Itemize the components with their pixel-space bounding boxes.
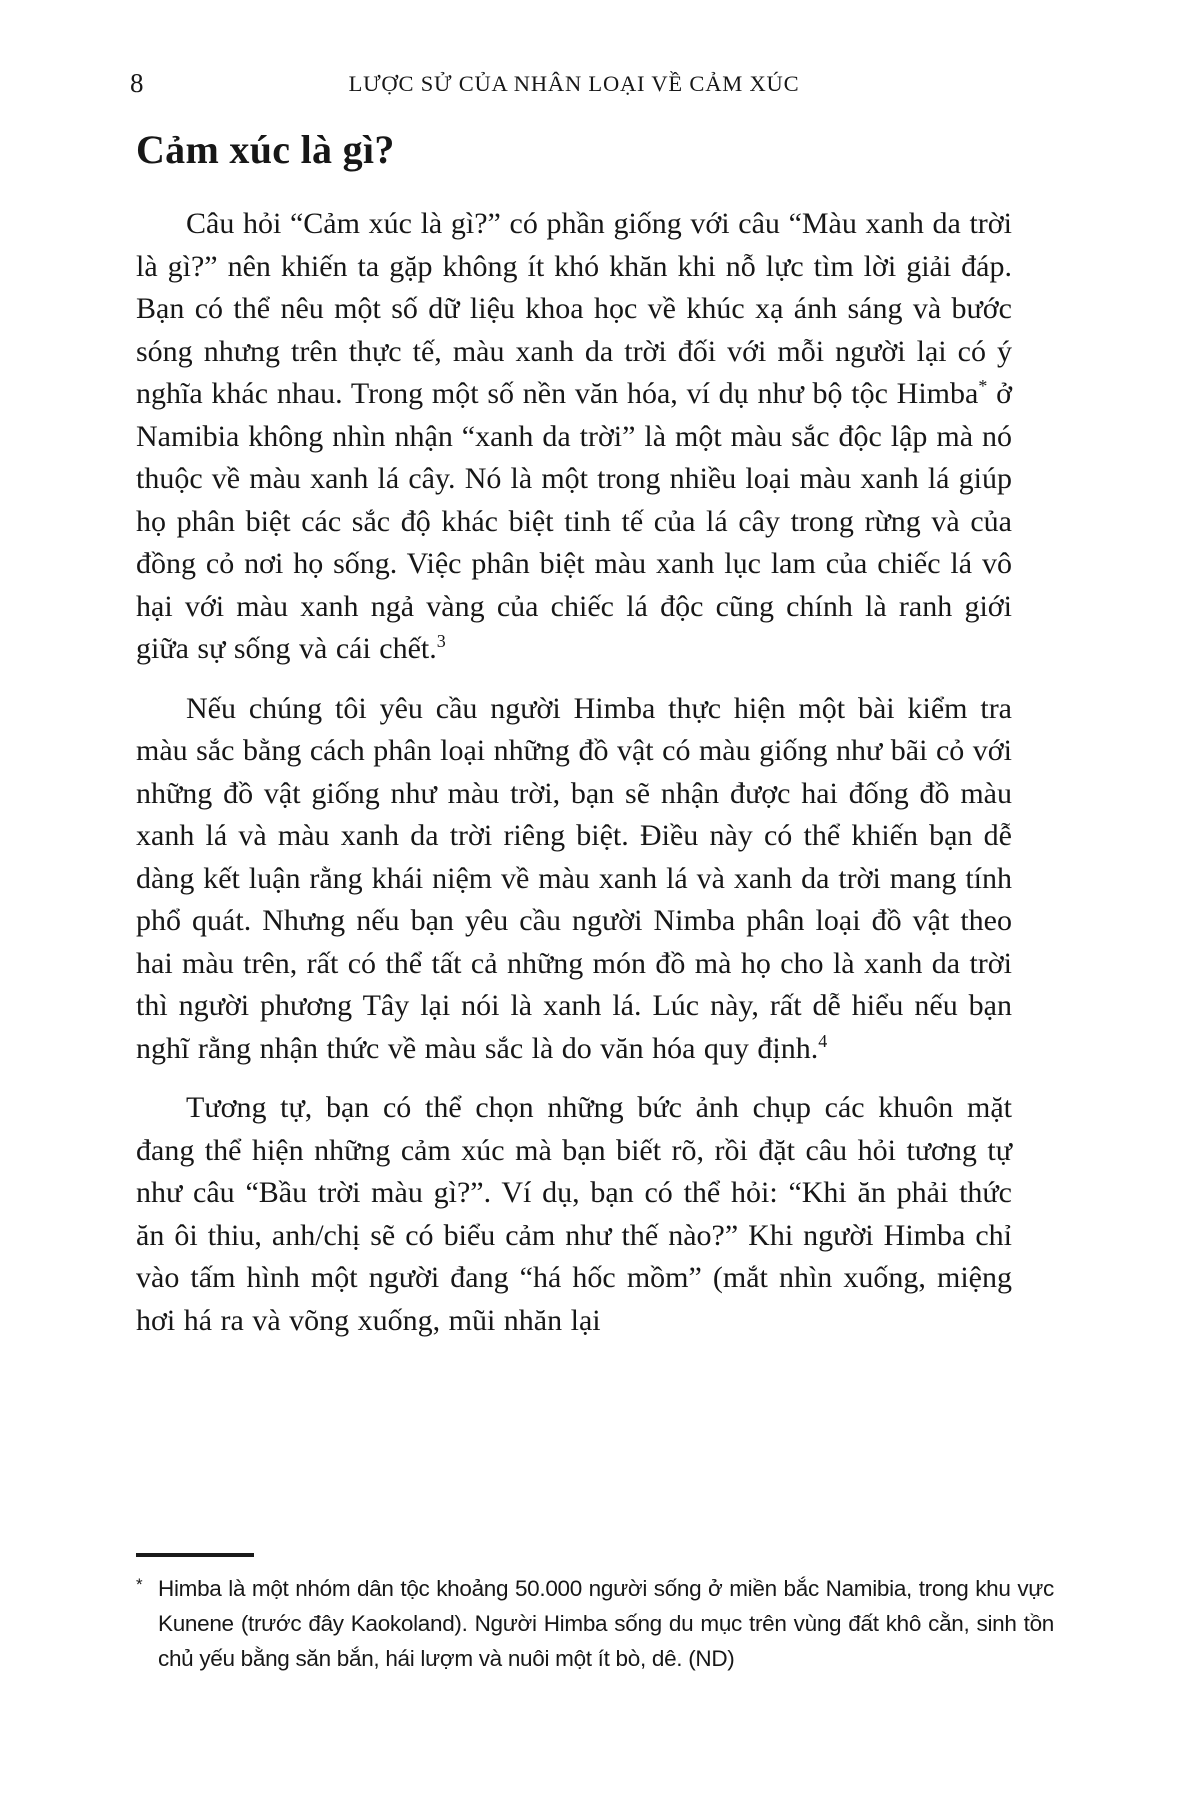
footnote: [136, 1553, 1054, 1676]
text-run: ở Namibia không nhìn nhận “xanh da trời” là một màu sắc độc lập mà nó thuộc về màu xanh lá cây. Nó là một trong nhiều loại màu xanh lá giúp họ phân biệt các sắc độ khác biệt tinh tế của lá cây trong rừng và của đồng cỏ nơi họ sống. Việc phân biệt màu xanh lục lam của chiếc lá vô hại với màu xanh ngả vàng của chiếc lá độc cũng chính là ranh giới giữa sự sống và cái chết.: [136, 377, 1012, 665]
page-number: 8: [130, 68, 144, 98]
text-run: Tương tự, bạn có thể chọn những bức ảnh chụp các khuôn mặt đang thể hiện những cảm xúc mà bạn biết rõ, rồi đặt câu hỏi tương tự như câu “Bầu trời màu gì?”. Ví dụ, bạn có thể hỏi: “Khi ăn phải thức ăn ôi thiu, anh/chị sẽ có biểu cảm như thế nào?” Khi người Himba chỉ vào tấm hình một người đang “há hốc mồm” (mắt nhìn xuống, miệng hơi há ra và võng xuống, mũi nhăn lại: [136, 1091, 1012, 1337]
running-head: LƯỢC SỬ CỦA NHÂN LOẠI VỀ CẢM XÚC: [348, 71, 800, 96]
superscript-reference: 3: [436, 631, 446, 651]
paragraph-3: [136, 1087, 1012, 1342]
paragraph-2: [136, 688, 1012, 1071]
superscript-reference: 4: [818, 1030, 828, 1051]
body-text: [136, 203, 1012, 1342]
footnote-separator: [136, 1553, 254, 1557]
footnote-marker: *: [136, 1575, 143, 1594]
footnote-text: Himba là một nhóm dân tộc khoảng 50.000 người sống ở miền bắc Namibia, trong khu vực Kunene (trước đây Kaokoland). Người Himba sống du mục trên vùng đất khô cằn, sinh tồn chủ yếu bằng săn bắn, hái lượm và nuôi một ít bò, dê. (ND): [158, 1576, 1054, 1671]
text-column: [130, 68, 1012, 1359]
text-run: Câu hỏi “Cảm xúc là gì?” có phần giống với câu “Màu xanh da trời là gì?” nên khiến ta gặp không ít khó khăn khi nỗ lực tìm lời giải đáp. Bạn có thể nêu một số dữ liệu khoa học về khúc xạ ánh sáng và bước sóng nhưng trên thực tế, màu xanh da trời đối với mỗi người lại có ý nghĩa khác nhau. Trong một số nền văn hóa, ví dụ như bộ tộc Himba: [136, 207, 1012, 410]
text-run: Nếu chúng tôi yêu cầu người Himba thực hiện một bài kiểm tra màu sắc bằng cách phân loại những đồ vật có màu giống như bãi cỏ với những đồ vật giống như màu trời, bạn sẽ nhận được hai đống đồ màu xanh lá và màu xanh da trời riêng biệt. Điều này có thể khiến bạn dễ dàng kết luận rằng khái niệm về màu xanh lá và xanh da trời mang tính phổ quát. Nhưng nếu bạn yêu cầu người Nimba phân loại đồ vật theo hai màu trên, rất có thể tất cả những món đồ mà họ cho là xanh da trời thì người phương Tây lại nói là xanh lá. Lúc này, rất dễ hiểu nếu bạn nghĩ rằng nhận thức về màu sắc là do văn hóa quy định.: [136, 691, 1012, 1065]
footnote-body: [136, 1571, 1054, 1676]
paragraph-1: [136, 203, 1012, 671]
section-title: Cảm xúc là gì?: [136, 127, 395, 172]
page-header: [130, 68, 1012, 102]
superscript-reference: *: [978, 376, 988, 396]
